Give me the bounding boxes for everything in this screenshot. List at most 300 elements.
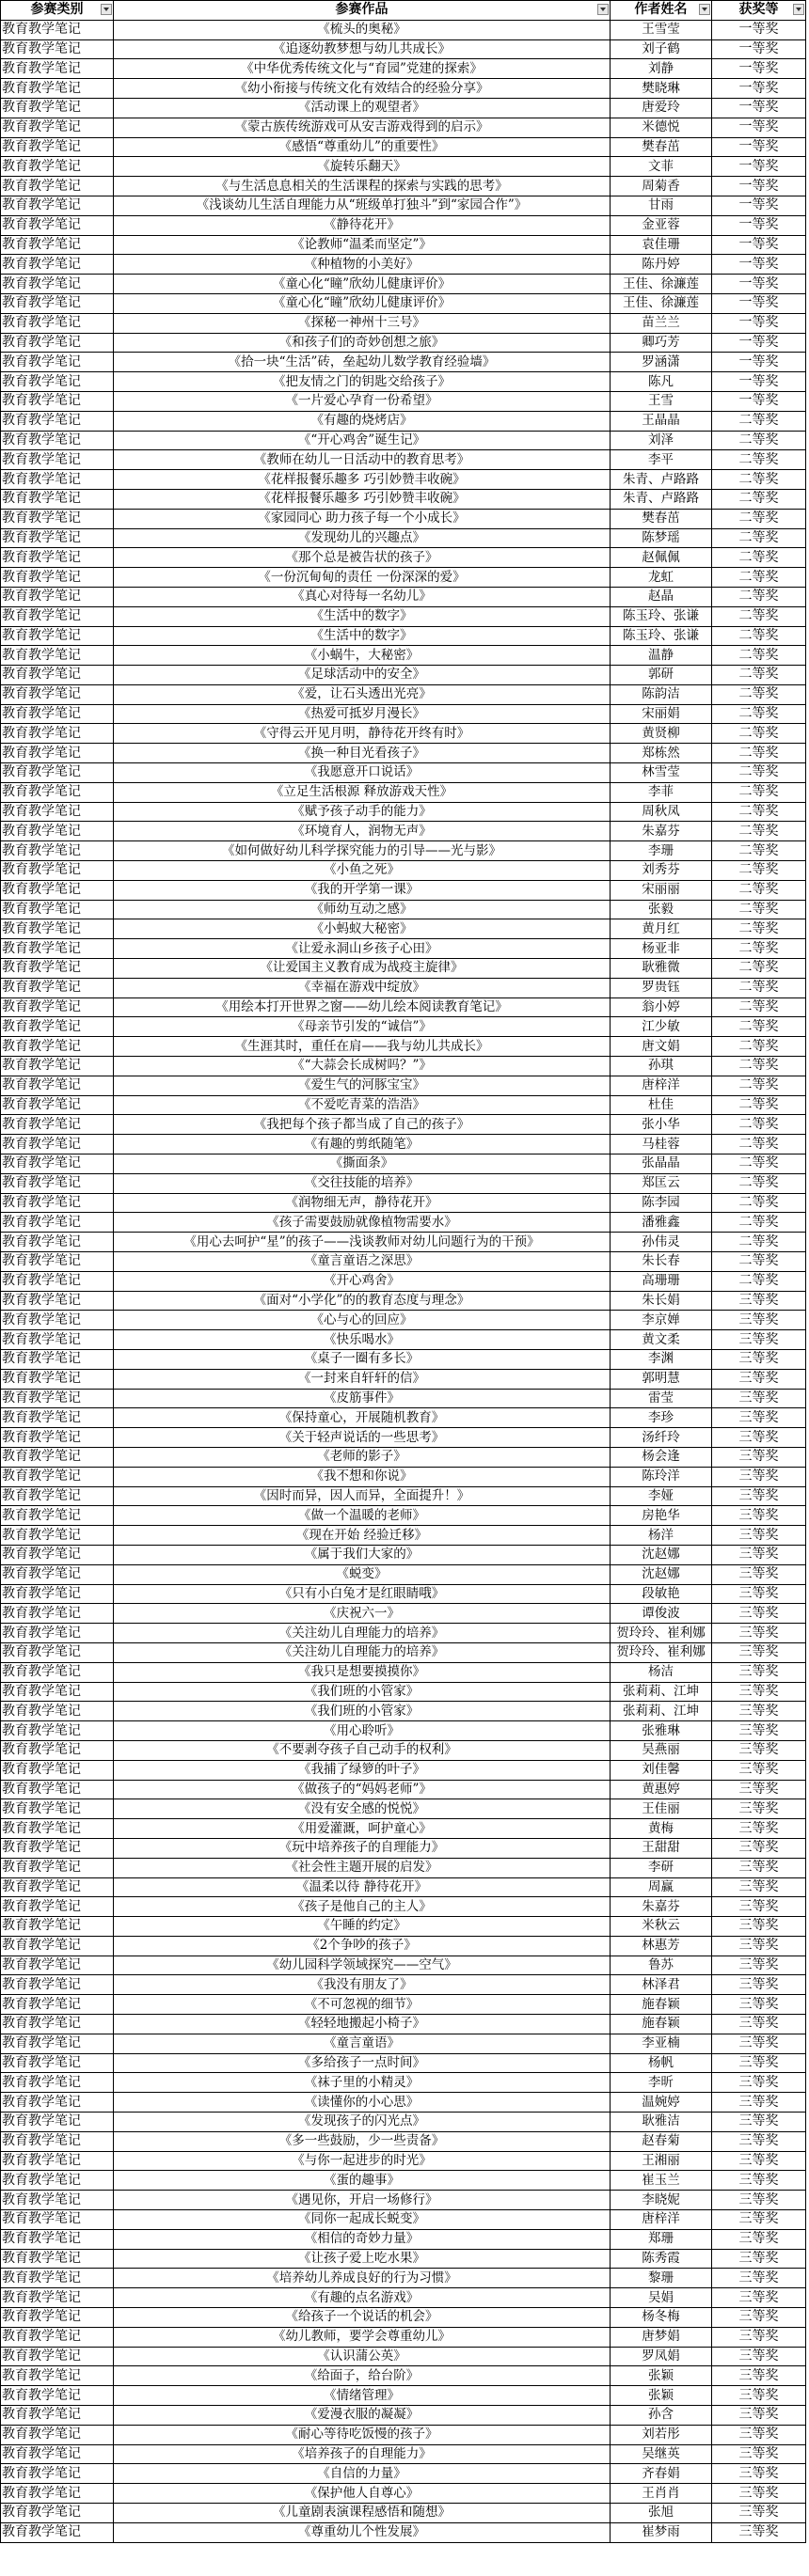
- category-cell[interactable]: 教育教学笔记: [1, 1682, 114, 1702]
- award-cell[interactable]: 三等奖: [712, 1819, 806, 1839]
- author-cell[interactable]: 樊晓琳: [611, 79, 712, 99]
- author-cell[interactable]: 翁小婷: [611, 997, 712, 1017]
- author-cell[interactable]: 张雅琳: [611, 1721, 712, 1741]
- work-title-cell[interactable]: 《如何做好幼儿科学探究能力的引导——光与影》: [114, 841, 611, 861]
- work-title-cell[interactable]: 《我没有朋友了》: [114, 1975, 611, 1995]
- author-cell[interactable]: 杨会逢: [611, 1447, 712, 1467]
- work-title-cell[interactable]: 《感悟“尊重幼儿”的重要性》: [114, 137, 611, 157]
- award-cell[interactable]: 二等奖: [712, 470, 806, 490]
- work-title-cell[interactable]: 《和孩子们的奇妙创想之旅》: [114, 333, 611, 353]
- category-cell[interactable]: 教育教学笔记: [1, 1115, 114, 1135]
- category-cell[interactable]: 教育教学笔记: [1, 2073, 114, 2093]
- work-title-cell[interactable]: 《让孩子爱上吃水果》: [114, 2249, 611, 2269]
- award-cell[interactable]: 三等奖: [712, 1330, 806, 1350]
- work-title-cell[interactable]: 《论教师“温柔而坚定”》: [114, 235, 611, 255]
- award-cell[interactable]: 三等奖: [712, 1604, 806, 1624]
- award-cell[interactable]: 二等奖: [712, 1252, 806, 1272]
- category-cell[interactable]: 教育教学笔记: [1, 2151, 114, 2171]
- author-cell[interactable]: 吴燕丽: [611, 1740, 712, 1760]
- category-cell[interactable]: 教育教学笔记: [1, 1291, 114, 1311]
- category-cell[interactable]: 教育教学笔记: [1, 196, 114, 215]
- award-cell[interactable]: 三等奖: [712, 1799, 806, 1819]
- work-title-cell[interactable]: 《旋转乐翻天》: [114, 157, 611, 177]
- category-cell[interactable]: 教育教学笔记: [1, 2327, 114, 2347]
- author-cell[interactable]: 黄文柔: [611, 1330, 712, 1350]
- award-cell[interactable]: 三等奖: [712, 2269, 806, 2288]
- work-title-cell[interactable]: 《玩中培养孩子的自理能力》: [114, 1838, 611, 1858]
- author-cell[interactable]: 雷莹: [611, 1389, 712, 1408]
- work-title-cell[interactable]: 《自信的力量》: [114, 2464, 611, 2484]
- award-cell[interactable]: 二等奖: [712, 1271, 806, 1291]
- category-cell[interactable]: 教育教学笔记: [1, 744, 114, 763]
- work-title-cell[interactable]: 《环境育人，润物无声》: [114, 822, 611, 841]
- work-title-cell[interactable]: 《做一个温暖的老师》: [114, 1506, 611, 1526]
- work-title-cell[interactable]: 《开心鸡舍》: [114, 1271, 611, 1291]
- work-title-cell[interactable]: 《童言童语》: [114, 2034, 611, 2053]
- author-cell[interactable]: 唐梓洋: [611, 2210, 712, 2230]
- work-title-cell[interactable]: 《面对“小学化”的的教育态度与理念》: [114, 1291, 611, 1311]
- award-cell[interactable]: 一等奖: [712, 98, 806, 118]
- award-cell[interactable]: 二等奖: [712, 1193, 806, 1213]
- author-cell[interactable]: 宋丽娟: [611, 704, 712, 724]
- work-title-cell[interactable]: 《一份沉甸甸的责任 一份深深的爱》: [114, 568, 611, 588]
- category-cell[interactable]: 教育教学笔记: [1, 431, 114, 450]
- category-cell[interactable]: 教育教学笔记: [1, 1369, 114, 1389]
- award-cell[interactable]: 三等奖: [712, 1389, 806, 1408]
- author-cell[interactable]: 王雪莹: [611, 20, 712, 39]
- award-cell[interactable]: 三等奖: [712, 2406, 806, 2426]
- author-cell[interactable]: 唐梦娟: [611, 2327, 712, 2347]
- award-cell[interactable]: 三等奖: [712, 1428, 806, 1448]
- work-title-cell[interactable]: 《把友情之门的钥匙交给孩子》: [114, 372, 611, 392]
- award-cell[interactable]: 二等奖: [712, 880, 806, 900]
- author-cell[interactable]: 朱长娟: [611, 1291, 712, 1311]
- category-cell[interactable]: 教育教学笔记: [1, 411, 114, 431]
- award-cell[interactable]: 一等奖: [712, 255, 806, 275]
- work-title-cell[interactable]: 《有趣的烧烤店》: [114, 411, 611, 431]
- category-cell[interactable]: 教育教学笔记: [1, 587, 114, 606]
- filter-dropdown-icon[interactable]: [699, 4, 710, 15]
- author-cell[interactable]: 杨冬梅: [611, 2308, 712, 2328]
- author-cell[interactable]: 陈凡: [611, 372, 712, 392]
- author-cell[interactable]: 孙伟灵: [611, 1233, 712, 1252]
- author-cell[interactable]: 陈丹婷: [611, 255, 712, 275]
- award-cell[interactable]: 二等奖: [712, 606, 806, 626]
- work-title-cell[interactable]: 《用心去呵护“星”的孩子——浅谈教师对幼儿问题行为的干预》: [114, 1233, 611, 1252]
- work-title-cell[interactable]: 《爱漫衣服的凝凝》: [114, 2406, 611, 2426]
- category-cell[interactable]: 教育教学笔记: [1, 959, 114, 979]
- award-cell[interactable]: 三等奖: [712, 1447, 806, 1467]
- author-cell[interactable]: 杨帆: [611, 2053, 712, 2073]
- award-cell[interactable]: 三等奖: [712, 1760, 806, 1780]
- author-cell[interactable]: 潘雅鑫: [611, 1213, 712, 1233]
- work-title-cell[interactable]: 《蛋的趣事》: [114, 2171, 611, 2191]
- author-cell[interactable]: 李平: [611, 450, 712, 470]
- work-title-cell[interactable]: 《快乐喝水》: [114, 1330, 611, 1350]
- work-title-cell[interactable]: 《老师的影子》: [114, 1447, 611, 1467]
- category-cell[interactable]: 教育教学笔记: [1, 509, 114, 528]
- category-cell[interactable]: 教育教学笔记: [1, 1604, 114, 1624]
- work-title-cell[interactable]: 《心与心的回应》: [114, 1311, 611, 1330]
- author-cell[interactable]: 文菲: [611, 157, 712, 177]
- category-cell[interactable]: 教育教学笔记: [1, 1447, 114, 1467]
- author-cell[interactable]: 黄月红: [611, 919, 712, 939]
- category-cell[interactable]: 教育教学笔记: [1, 118, 114, 137]
- award-cell[interactable]: 三等奖: [712, 2386, 806, 2406]
- award-cell[interactable]: 一等奖: [712, 157, 806, 177]
- award-cell[interactable]: 三等奖: [712, 2229, 806, 2249]
- category-cell[interactable]: 教育教学笔记: [1, 2522, 114, 2542]
- author-cell[interactable]: 贺玲玲、崔利娜: [611, 1642, 712, 1662]
- author-cell[interactable]: 甘雨: [611, 196, 712, 215]
- author-cell[interactable]: 黄梅: [611, 1819, 712, 1839]
- work-title-cell[interactable]: 《孩子需要鼓励就像植物需要水》: [114, 1213, 611, 1233]
- award-cell[interactable]: 三等奖: [712, 1682, 806, 1702]
- work-title-cell[interactable]: 《“开心鸡舍”诞生记》: [114, 431, 611, 450]
- award-cell[interactable]: 三等奖: [712, 2425, 806, 2444]
- author-cell[interactable]: 刘子鹤: [611, 39, 712, 59]
- award-cell[interactable]: 三等奖: [712, 2522, 806, 2542]
- category-cell[interactable]: 教育教学笔记: [1, 782, 114, 802]
- category-cell[interactable]: 教育教学笔记: [1, 1760, 114, 1780]
- work-title-cell[interactable]: 《蒙古族传统游戏可从安吉游戏得到的启示》: [114, 118, 611, 137]
- category-cell[interactable]: 教育教学笔记: [1, 353, 114, 372]
- author-cell[interactable]: 卿巧芳: [611, 333, 712, 353]
- category-cell[interactable]: 教育教学笔记: [1, 2288, 114, 2308]
- author-cell[interactable]: 朱嘉芬: [611, 822, 712, 841]
- award-cell[interactable]: 一等奖: [712, 177, 806, 196]
- author-cell[interactable]: 罗涵潇: [611, 353, 712, 372]
- author-cell[interactable]: 齐春娟: [611, 2464, 712, 2484]
- award-cell[interactable]: 三等奖: [712, 2327, 806, 2347]
- work-title-cell[interactable]: 《认识蒲公英》: [114, 2347, 611, 2366]
- author-cell[interactable]: 谭俊波: [611, 1604, 712, 1624]
- award-cell[interactable]: 二等奖: [712, 1154, 806, 1174]
- category-cell[interactable]: 教育教学笔记: [1, 2171, 114, 2191]
- award-cell[interactable]: 三等奖: [712, 1995, 806, 2015]
- award-cell[interactable]: 三等奖: [712, 2171, 806, 2191]
- category-cell[interactable]: 教育教学笔记: [1, 1975, 114, 1995]
- award-cell[interactable]: 二等奖: [712, 1076, 806, 1095]
- category-cell[interactable]: 教育教学笔记: [1, 450, 114, 470]
- category-cell[interactable]: 教育教学笔记: [1, 157, 114, 177]
- award-cell[interactable]: 三等奖: [712, 1956, 806, 1975]
- category-cell[interactable]: 教育教学笔记: [1, 2308, 114, 2328]
- award-cell[interactable]: 二等奖: [712, 587, 806, 606]
- category-cell[interactable]: 教育教学笔记: [1, 1799, 114, 1819]
- work-title-cell[interactable]: 《我的开学第一课》: [114, 880, 611, 900]
- award-cell[interactable]: 二等奖: [712, 626, 806, 646]
- category-cell[interactable]: 教育教学笔记: [1, 666, 114, 685]
- work-title-cell[interactable]: 《我不想和你说》: [114, 1467, 611, 1486]
- award-cell[interactable]: 一等奖: [712, 137, 806, 157]
- award-cell[interactable]: 三等奖: [712, 1780, 806, 1799]
- category-cell[interactable]: 教育教学笔记: [1, 802, 114, 822]
- author-cell[interactable]: 樊春茁: [611, 137, 712, 157]
- category-cell[interactable]: 教育教学笔记: [1, 880, 114, 900]
- award-cell[interactable]: 一等奖: [712, 313, 806, 333]
- award-cell[interactable]: 二等奖: [712, 1233, 806, 1252]
- award-cell[interactable]: 一等奖: [712, 20, 806, 39]
- author-cell[interactable]: 李渊: [611, 1349, 712, 1369]
- category-cell[interactable]: 教育教学笔记: [1, 177, 114, 196]
- category-cell[interactable]: 教育教学笔记: [1, 1564, 114, 1584]
- category-cell[interactable]: 教育教学笔记: [1, 1486, 114, 1506]
- award-cell[interactable]: 三等奖: [712, 1917, 806, 1937]
- header-award[interactable]: [712, 1, 806, 21]
- author-cell[interactable]: 刘若彤: [611, 2425, 712, 2444]
- category-cell[interactable]: 教育教学笔记: [1, 1349, 114, 1369]
- award-cell[interactable]: 二等奖: [712, 1095, 806, 1115]
- category-cell[interactable]: 教育教学笔记: [1, 1271, 114, 1291]
- work-title-cell[interactable]: 《温柔以待 静待花开》: [114, 1877, 611, 1897]
- author-cell[interactable]: 温婉婷: [611, 2093, 712, 2113]
- header-author[interactable]: [611, 1, 712, 21]
- category-cell[interactable]: 教育教学笔记: [1, 997, 114, 1017]
- award-cell[interactable]: 三等奖: [712, 1369, 806, 1389]
- work-title-cell[interactable]: 《种植物的小美好》: [114, 255, 611, 275]
- work-title-cell[interactable]: 《活动课上的观望者》: [114, 98, 611, 118]
- award-cell[interactable]: 三等奖: [712, 2444, 806, 2464]
- award-cell[interactable]: 三等奖: [712, 1642, 806, 1662]
- category-cell[interactable]: 教育教学笔记: [1, 2113, 114, 2132]
- work-title-cell[interactable]: 《用绘本打开世界之窗——幼儿绘本阅读教育笔记》: [114, 997, 611, 1017]
- author-cell[interactable]: 王佳、徐濂莲: [611, 275, 712, 294]
- category-cell[interactable]: 教育教学笔记: [1, 704, 114, 724]
- work-title-cell[interactable]: 《守得云开见月明，静待花开终有时》: [114, 724, 611, 744]
- author-cell[interactable]: 杜佳: [611, 1095, 712, 1115]
- award-cell[interactable]: 三等奖: [712, 2484, 806, 2504]
- author-cell[interactable]: 林泽君: [611, 1975, 712, 1995]
- work-title-cell[interactable]: 《童心化“瞳”欣幼儿健康评价》: [114, 275, 611, 294]
- category-cell[interactable]: 教育教学笔记: [1, 2425, 114, 2444]
- author-cell[interactable]: 李珊: [611, 841, 712, 861]
- author-cell[interactable]: 张莉莉、江坤: [611, 1702, 712, 1721]
- category-cell[interactable]: 教育教学笔记: [1, 59, 114, 79]
- category-cell[interactable]: 教育教学笔记: [1, 275, 114, 294]
- work-title-cell[interactable]: 《换一种目光看孩子》: [114, 744, 611, 763]
- author-cell[interactable]: 周菊香: [611, 177, 712, 196]
- award-cell[interactable]: 三等奖: [712, 2113, 806, 2132]
- work-title-cell[interactable]: 《生活中的数字》: [114, 626, 611, 646]
- author-cell[interactable]: 赵晶: [611, 587, 712, 606]
- award-cell[interactable]: 二等奖: [712, 1213, 806, 1233]
- category-cell[interactable]: 教育教学笔记: [1, 2249, 114, 2269]
- author-cell[interactable]: 耿雅微: [611, 959, 712, 979]
- author-cell[interactable]: 杨洁: [611, 1662, 712, 1682]
- category-cell[interactable]: 教育教学笔记: [1, 1584, 114, 1604]
- work-title-cell[interactable]: 《培养孩子的自理能力》: [114, 2444, 611, 2464]
- award-cell[interactable]: 二等奖: [712, 997, 806, 1017]
- work-title-cell[interactable]: 《教师在幼儿一日活动中的教育思考》: [114, 450, 611, 470]
- category-cell[interactable]: 教育教学笔记: [1, 2210, 114, 2230]
- category-cell[interactable]: 教育教学笔记: [1, 900, 114, 919]
- category-cell[interactable]: 教育教学笔记: [1, 2053, 114, 2073]
- category-cell[interactable]: 教育教学笔记: [1, 470, 114, 490]
- author-cell[interactable]: 崔玉兰: [611, 2171, 712, 2191]
- author-cell[interactable]: 朱青、卢路路: [611, 489, 712, 509]
- author-cell[interactable]: 赵佩佩: [611, 548, 712, 568]
- author-cell[interactable]: 张晶晶: [611, 1154, 712, 1174]
- author-cell[interactable]: 李珍: [611, 1408, 712, 1428]
- work-title-cell[interactable]: 《交往技能的培养》: [114, 1173, 611, 1193]
- work-title-cell[interactable]: 《浅谈幼儿生活自理能力从“班级单打独斗”到“家园合作”》: [114, 196, 611, 215]
- work-title-cell[interactable]: 《“大蒜会长成树吗？”》: [114, 1057, 611, 1076]
- work-title-cell[interactable]: 《探秘一神州十三号》: [114, 313, 611, 333]
- author-cell[interactable]: 黎珊: [611, 2269, 712, 2288]
- author-cell[interactable]: 周秋凤: [611, 802, 712, 822]
- work-title-cell[interactable]: 《同你一起成长蜕变》: [114, 2210, 611, 2230]
- author-cell[interactable]: 王佳、徐濂莲: [611, 293, 712, 313]
- work-title-cell[interactable]: 《师幼互动之感》: [114, 900, 611, 919]
- author-cell[interactable]: 朱青、卢路路: [611, 470, 712, 490]
- author-cell[interactable]: 王甜甜: [611, 1838, 712, 1858]
- category-cell[interactable]: 教育教学笔记: [1, 2504, 114, 2523]
- work-title-cell[interactable]: 《关注幼儿自理能力的培养》: [114, 1642, 611, 1662]
- category-cell[interactable]: 教育教学笔记: [1, 1545, 114, 1564]
- award-cell[interactable]: 三等奖: [712, 1408, 806, 1428]
- work-title-cell[interactable]: 《童心化“瞳”欣幼儿健康评价》: [114, 293, 611, 313]
- work-title-cell[interactable]: 《2个争吵的孩子》: [114, 1936, 611, 1956]
- category-cell[interactable]: 教育教学笔记: [1, 2229, 114, 2249]
- category-cell[interactable]: 教育教学笔记: [1, 98, 114, 118]
- award-cell[interactable]: 三等奖: [712, 2347, 806, 2366]
- award-cell[interactable]: 二等奖: [712, 1017, 806, 1037]
- work-title-cell[interactable]: 《有趣的剪纸随笔》: [114, 1135, 611, 1154]
- category-cell[interactable]: 教育教学笔记: [1, 79, 114, 99]
- category-cell[interactable]: 教育教学笔记: [1, 137, 114, 157]
- category-cell[interactable]: 教育教学笔记: [1, 1095, 114, 1115]
- work-title-cell[interactable]: 《多给孩子一点时间》: [114, 2053, 611, 2073]
- author-cell[interactable]: 张颖: [611, 2366, 712, 2386]
- award-cell[interactable]: 三等奖: [712, 2464, 806, 2484]
- award-cell[interactable]: 二等奖: [712, 939, 806, 959]
- work-title-cell[interactable]: 《社会性主题开展的启发》: [114, 1858, 611, 1877]
- award-cell[interactable]: 二等奖: [712, 782, 806, 802]
- category-cell[interactable]: 教育教学笔记: [1, 1526, 114, 1546]
- category-cell[interactable]: 教育教学笔记: [1, 391, 114, 411]
- award-cell[interactable]: 一等奖: [712, 79, 806, 99]
- author-cell[interactable]: 王佳丽: [611, 1799, 712, 1819]
- category-cell[interactable]: 教育教学笔记: [1, 20, 114, 39]
- work-title-cell[interactable]: 《我愿意开口说话》: [114, 763, 611, 783]
- author-cell[interactable]: 周赢: [611, 1877, 712, 1897]
- award-cell[interactable]: 三等奖: [712, 2366, 806, 2386]
- author-cell[interactable]: 江少敏: [611, 1017, 712, 1037]
- award-cell[interactable]: 二等奖: [712, 1135, 806, 1154]
- work-title-cell[interactable]: 《现在开始 经验迁移》: [114, 1526, 611, 1546]
- category-cell[interactable]: 教育教学笔记: [1, 2269, 114, 2288]
- author-cell[interactable]: 刘秀芬: [611, 861, 712, 881]
- work-title-cell[interactable]: 《爱，让石头透出光亮》: [114, 684, 611, 704]
- award-cell[interactable]: 三等奖: [712, 1506, 806, 1526]
- author-cell[interactable]: 施春颖: [611, 2015, 712, 2034]
- filter-dropdown-icon[interactable]: [597, 4, 609, 15]
- author-cell[interactable]: 李娅: [611, 1486, 712, 1506]
- category-cell[interactable]: 教育教学笔记: [1, 1017, 114, 1037]
- category-cell[interactable]: 教育教学笔记: [1, 255, 114, 275]
- author-cell[interactable]: 陈李园: [611, 1193, 712, 1213]
- award-cell[interactable]: 三等奖: [712, 1702, 806, 1721]
- work-title-cell[interactable]: 《袜子里的小精灵》: [114, 2073, 611, 2093]
- category-cell[interactable]: 教育教学笔记: [1, 861, 114, 881]
- author-cell[interactable]: 刘静: [611, 59, 712, 79]
- work-title-cell[interactable]: 《足球活动中的安全》: [114, 666, 611, 685]
- award-cell[interactable]: 三等奖: [712, 1584, 806, 1604]
- work-title-cell[interactable]: 《爱生气的河豚宝宝》: [114, 1076, 611, 1095]
- category-cell[interactable]: 教育教学笔记: [1, 1252, 114, 1272]
- author-cell[interactable]: 王湘丽: [611, 2151, 712, 2171]
- author-cell[interactable]: 鲁苏: [611, 1956, 712, 1975]
- work-title-cell[interactable]: 《幼小衔接与传统文化有效结合的经验分享》: [114, 79, 611, 99]
- work-title-cell[interactable]: 《午睡的约定》: [114, 1917, 611, 1937]
- award-cell[interactable]: 二等奖: [712, 666, 806, 685]
- work-title-cell[interactable]: 《我只是想要摸摸你》: [114, 1662, 611, 1682]
- author-cell[interactable]: 米秋云: [611, 1917, 712, 1937]
- author-cell[interactable]: 龙虹: [611, 568, 712, 588]
- header-category[interactable]: [1, 1, 114, 21]
- author-cell[interactable]: 罗贵钰: [611, 978, 712, 997]
- author-cell[interactable]: 刘泽: [611, 431, 712, 450]
- category-cell[interactable]: 教育教学笔记: [1, 568, 114, 588]
- category-cell[interactable]: 教育教学笔记: [1, 978, 114, 997]
- award-cell[interactable]: 二等奖: [712, 431, 806, 450]
- work-title-cell[interactable]: 《遇见你，开启一场修行》: [114, 2191, 611, 2210]
- work-title-cell[interactable]: 《我把每个孩子都当成了自己的孩子》: [114, 1115, 611, 1135]
- author-cell[interactable]: 郑栋然: [611, 744, 712, 763]
- category-cell[interactable]: 教育教学笔记: [1, 2366, 114, 2386]
- work-title-cell[interactable]: 《给孩子一个说话的机会》: [114, 2308, 611, 2328]
- author-cell[interactable]: 黄贤柳: [611, 724, 712, 744]
- category-cell[interactable]: 教育教学笔记: [1, 939, 114, 959]
- author-cell[interactable]: 王雪: [611, 391, 712, 411]
- author-cell[interactable]: 金亚蓉: [611, 215, 712, 235]
- work-title-cell[interactable]: 《读懂你的小心思》: [114, 2093, 611, 2113]
- header-work[interactable]: [114, 1, 611, 21]
- work-title-cell[interactable]: 《给面子，给台阶》: [114, 2366, 611, 2386]
- author-cell[interactable]: 张颖: [611, 2386, 712, 2406]
- award-cell[interactable]: 二等奖: [712, 1057, 806, 1076]
- author-cell[interactable]: 唐文娟: [611, 1037, 712, 1057]
- category-cell[interactable]: 教育教学笔记: [1, 2406, 114, 2426]
- work-title-cell[interactable]: 《儿童剧表演课程感悟和随想》: [114, 2504, 611, 2523]
- author-cell[interactable]: 房艳华: [611, 1506, 712, 1526]
- author-cell[interactable]: 施春颖: [611, 1995, 712, 2015]
- category-cell[interactable]: 教育教学笔记: [1, 1642, 114, 1662]
- category-cell[interactable]: 教育教学笔记: [1, 2444, 114, 2464]
- category-cell[interactable]: 教育教学笔记: [1, 1428, 114, 1448]
- author-cell[interactable]: 崔梦雨: [611, 2522, 712, 2542]
- award-cell[interactable]: 二等奖: [712, 802, 806, 822]
- author-cell[interactable]: 罗凤娟: [611, 2347, 712, 2366]
- category-cell[interactable]: 教育教学笔记: [1, 1917, 114, 1937]
- filter-dropdown-icon[interactable]: [793, 4, 804, 15]
- work-title-cell[interactable]: 《一封来自轩轩的信》: [114, 1369, 611, 1389]
- award-cell[interactable]: 三等奖: [712, 1291, 806, 1311]
- category-cell[interactable]: 教育教学笔记: [1, 2015, 114, 2034]
- author-cell[interactable]: 郑匡云: [611, 1173, 712, 1193]
- author-cell[interactable]: 张莉莉、江坤: [611, 1682, 712, 1702]
- award-cell[interactable]: 二等奖: [712, 841, 806, 861]
- award-cell[interactable]: 三等奖: [712, 1467, 806, 1486]
- work-title-cell[interactable]: 《尊重幼儿个性发展》: [114, 2522, 611, 2542]
- award-cell[interactable]: 三等奖: [712, 2191, 806, 2210]
- award-cell[interactable]: 一等奖: [712, 118, 806, 137]
- award-cell[interactable]: 二等奖: [712, 900, 806, 919]
- author-cell[interactable]: 黄惠婷: [611, 1780, 712, 1799]
- award-cell[interactable]: 二等奖: [712, 450, 806, 470]
- award-cell[interactable]: 三等奖: [712, 2131, 806, 2151]
